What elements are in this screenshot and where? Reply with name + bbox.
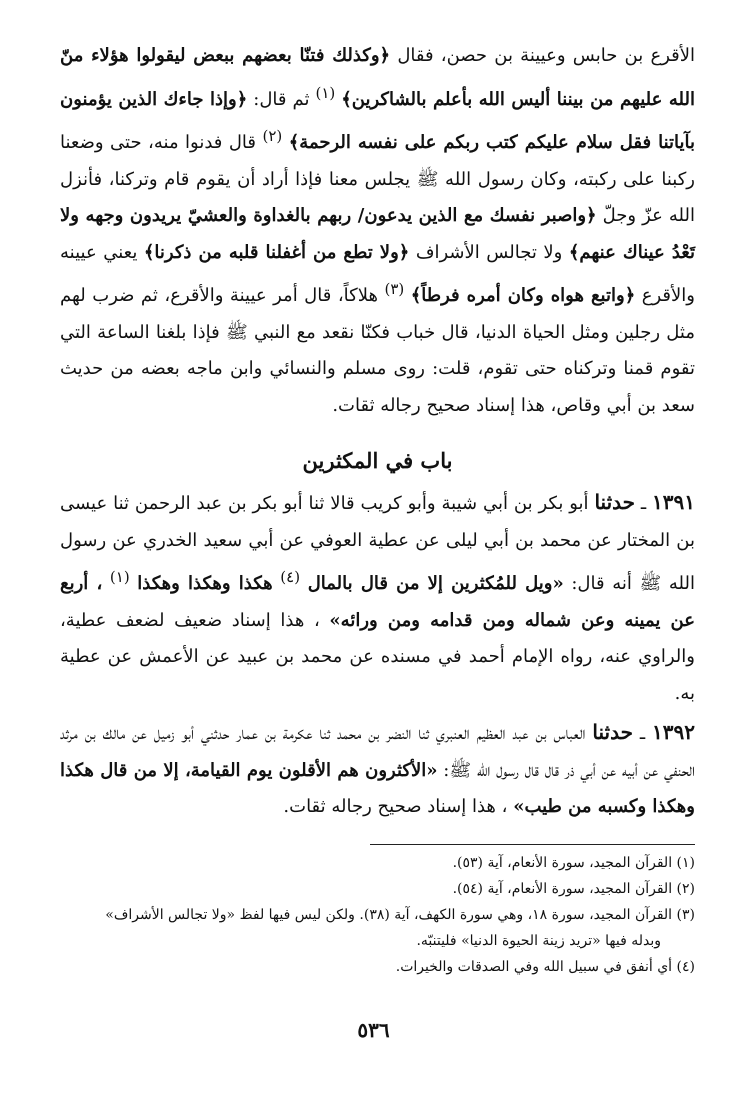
hadith-quote-c: ، أربع عن يمينه وعن شماله ومن قدامه ومن ورائه» bbox=[60, 573, 695, 631]
footnotes bbox=[60, 850, 695, 980]
intro-text-c: قال فدنوا منه، حتى وضعنا ركبنا على ركبته، وكان رسول الله ﷺ يجلس معنا فإذا أراد أن يقوم قام وتركنا، فأنزل الله عزّ وجلّ bbox=[60, 132, 695, 226]
haddathana-label: حدثنا bbox=[594, 490, 635, 514]
hadith-1391 bbox=[60, 484, 695, 712]
hadith-number: ١٣٩٢ bbox=[652, 720, 695, 744]
footnote-ref-4: (٤) bbox=[280, 568, 301, 586]
intro-text-a: الأقرع بن حابس وعيينة بن حصن، فقال bbox=[390, 45, 695, 66]
intro-paragraph bbox=[60, 38, 695, 424]
hadith-1392 bbox=[60, 714, 695, 826]
footnote-ref-3: (٣) bbox=[384, 280, 405, 298]
footnote-3-continuation: وبدله فيها «تريد زينة الحيوة الدنيا» فليتنبّه. bbox=[416, 933, 661, 949]
hadith-quote-b: هكذا وهكذا وهكذا bbox=[137, 573, 273, 594]
quran-quote-3: ﴿واصبر نفسك مع الذين يدعون/ ربهم بالغداوة والعشيّ يريدون وجهه ولا تَعْدُ عيناك عنهم﴾ bbox=[60, 205, 695, 263]
page-number: ٥٣٦ bbox=[357, 1018, 390, 1042]
intro-text-e: يعني عيينه والأقرع bbox=[60, 241, 695, 306]
isnad-text: العباس بن عبد العظيم العنبري ثنا النضر بن محمد ثنا عكرمة بن عمار حدثني أبو زميل عن مالك بن مرثد الحنفي عن أبيه عن أبي ذر قال قال رسول الله ﷺ: bbox=[60, 723, 695, 781]
footnote-2: (٢) القرآن المجيد، سورة الأنعام، آية (٥٤). bbox=[452, 881, 695, 897]
quran-quote-5: ﴿واتبع هواه وكان أمره فرطاً﴾ bbox=[410, 285, 636, 306]
hadith-dash: ـ bbox=[635, 493, 653, 514]
hadith-quote: «ويل للمُكثرين إلا من قال بالمال bbox=[307, 573, 564, 594]
hadith-grading: ، هذا إسناد صحيح رجاله ثقات. bbox=[283, 796, 508, 817]
footnote-4: (٤) أي أنفق في سبيل الله وفي الصدقات والخيرات. bbox=[395, 959, 695, 975]
hadith-grading: ، هذا إسناد ضعيف لضعف عطية، والراوي عنه، رواه الإمام أحمد في مسنده عن محمد بن عبيد عن الأعمش عن عطية به. bbox=[60, 609, 695, 704]
intro-text-d: ولا تجالس الأشراف bbox=[409, 241, 563, 263]
hadith-dash: ـ bbox=[632, 723, 653, 744]
haddathana-label: حدثنا bbox=[592, 720, 633, 744]
intro-text-b: ثم قال: bbox=[247, 88, 310, 110]
isnad-text: أبو بكر بن أبي شيبة وأبو كريب قالا ثنا أبو بكر بن عبد الرحمن ثنا عيسى بن المختار عن محمد بن أبي ليلى عن عطية العوفي عن أبي سعيد الخدري عن رسول الله ﷺ أنه قال: bbox=[60, 493, 695, 594]
page-body bbox=[60, 38, 695, 826]
quran-quote-4: ﴿ولا تطع من أغفلنا قلبه من ذكرنا﴾ bbox=[143, 241, 410, 263]
hadith-number: ١٣٩١ bbox=[652, 490, 696, 514]
footnote-ref-1b: (١) bbox=[109, 568, 130, 586]
quran-quote-2: ﴿وإذا جاءك الذين يؤمنون بآياتنا فقل سلام عليكم كتب ربكم على نفسه الرحمة﴾ bbox=[60, 88, 695, 153]
chapter-title: باب في المكثرين bbox=[302, 448, 453, 473]
hadith-quote: «الأكثرون هم الأقلون يوم القيامة، إلا من قال هكذا وهكذا وكسبه من طيب» bbox=[60, 759, 695, 817]
footnote-1: (١) القرآن المجيد، سورة الأنعام، آية (٥٣). bbox=[452, 855, 695, 871]
footnote-3: (٣) القرآن المجيد، سورة ١٨، وهي سورة الكهف، آية (٣٨). ولكن ليس فيها لفظ «ولا تجالس الأشراف» bbox=[105, 907, 695, 923]
footnote-divider bbox=[370, 844, 695, 845]
footnote-ref-1: (١) bbox=[315, 83, 336, 102]
quran-quote-1: ﴿وكذلك فتنّا بعضهم ببعض ليقولوا هؤلاء منّ الله عليهم من بيننا أليس الله بأعلم بالشاكرين﴾ bbox=[60, 45, 695, 110]
intro-text-f: هلاكاً، قال أمر عيينة والأقرع، ثم ضرب لهم مثل رجلين ومثل الحياة الدنيا، قال خباب فكنّا نقعد مع النبي ﷺ فإذا بلغنا الساعة التي تقوم قمنا وتركناه حتى تقوم، قلت: روى مسلم والنسائي وابن ماجه بعضه من حديث سعد بن أبي وقاص، هذا إسناد صحيح رجاله ثقات. bbox=[60, 285, 695, 416]
footnote-ref-2: (٢) bbox=[262, 127, 283, 145]
